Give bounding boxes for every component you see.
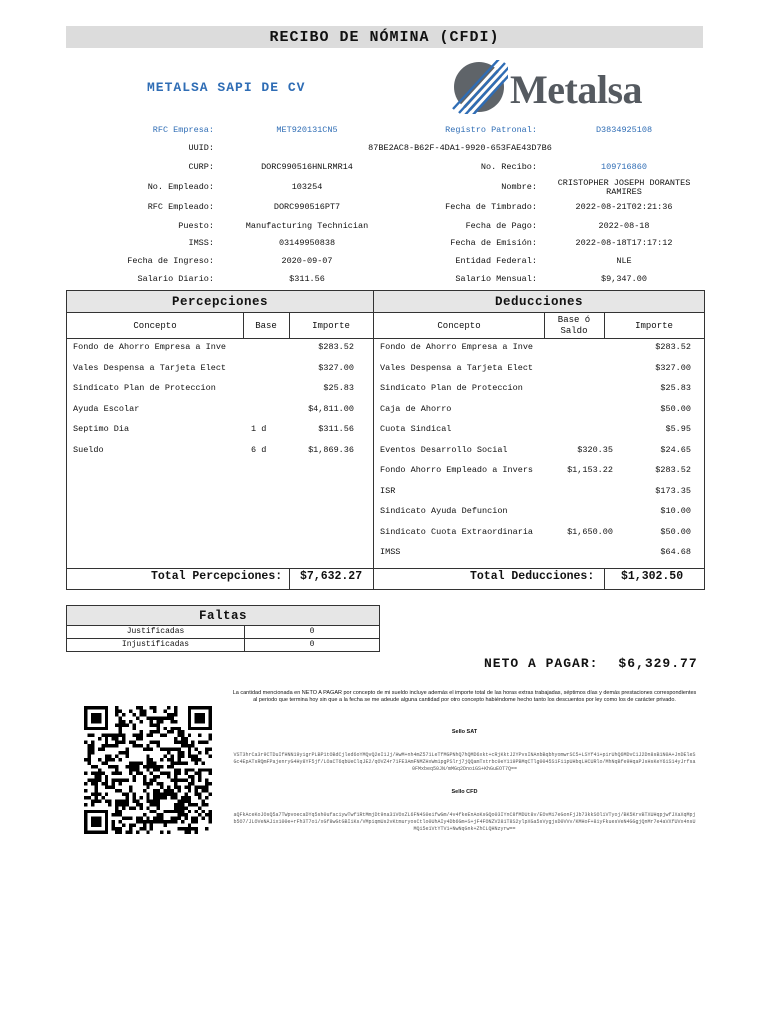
metalsa-logo	[452, 60, 652, 114]
ded-col-concepto: Concepto	[374, 313, 544, 339]
deduccion-concepto: Vales Despensa a Tarjeta Elect	[380, 362, 534, 373]
sello-cfd-label: Sello CFD	[451, 789, 478, 795]
deduccion-base: $1,153.22	[567, 465, 613, 475]
deduccion-importe: $5.95	[665, 424, 691, 434]
faltas-value: 0	[309, 627, 315, 636]
info-label: No. Empleado:	[147, 182, 214, 192]
deduccion-importe: $50.00	[660, 526, 691, 537]
info-value: 2022-08-18T17:17:12	[575, 238, 673, 248]
percepcion-concepto: Sueldo	[73, 444, 104, 455]
info-value: DORC990516HNLRMR14	[261, 162, 353, 172]
info-label: Registro Patronal:	[445, 125, 537, 135]
faltas-label: Justificadas	[67, 626, 245, 638]
deduccion-importe: $173.35	[655, 485, 691, 496]
info-value: 2022-08-18	[598, 221, 650, 231]
info-value: CRISTOPHER JOSEPH DORANTES	[557, 178, 691, 188]
info-label: RFC Empleado:	[147, 202, 214, 212]
neto-value: $6,329.77	[618, 656, 698, 671]
percepcion-importe: $311.56	[318, 424, 354, 434]
percepcion-base: 1 d	[251, 424, 267, 434]
total-deducciones-label: Total Deducciones:	[470, 570, 595, 583]
info-value: 109716860	[601, 162, 647, 172]
info-label: UUID:	[188, 143, 214, 153]
info-label: IMSS:	[188, 238, 214, 248]
deduccion-base: $1,650.00	[567, 526, 613, 537]
info-value: MET920131CN5	[276, 125, 338, 135]
percepcion-concepto: Fondo de Ahorro Empresa a Inve	[73, 342, 227, 352]
info-value: D3834925108	[595, 125, 653, 135]
deduccion-importe: $283.52	[655, 342, 691, 352]
ded-col-base	[544, 313, 604, 339]
deduccion-concepto: Sindicato Cuota Extraordinaria	[380, 526, 534, 537]
info-value: RAMIRES	[606, 187, 642, 197]
faltas-row	[67, 639, 379, 651]
faltas-row	[67, 626, 379, 639]
deduccion-concepto: Cuota Sindical	[380, 424, 452, 434]
deduccion-importe: $64.68	[660, 547, 691, 557]
deducciones-heading: Deducciones	[374, 291, 704, 313]
info-label: CURP:	[188, 162, 214, 172]
qr-code-icon	[84, 706, 212, 834]
sello-cfd: aQFkAceKoJOsQ5a7TWpvoecaDYq5sh0ufaciywTwf1RtMmjDt9na31VOxZL6FN4S0eifwGm/4v4fkeEnAoKsGQo03IYnC8fMDUt8v/EOvMi7eGonFjJb73kkSOliVTyoj/BK5KrvBTXUHqpjwfJXaXqMpjb5O7/JLOVeNAJix100e+rFh3T7o1/xGf8wGtGBIiKs/VMpiqmUs2vKtmuryosCtlo0UhAIy4Db6Gm+S+jF4FONZV281T8S2ylpXGa5sVygjsD0VVv/KMHoF+8iyFkuesVeN4GGgjQnMr7e4aVXfUVx4nsUMQi5e1VtYTV1+NwNqGnk+ZhCLQHNzyrw==	[233, 812, 696, 832]
info-value: 103254	[291, 182, 323, 192]
info-label: Puesto:	[178, 221, 214, 231]
payroll-table	[66, 290, 705, 590]
deduccion-base: $320.35	[577, 444, 613, 455]
percepcion-concepto: Vales Despensa a Tarjeta Elect	[73, 362, 227, 373]
deduccion-importe: $25.83	[660, 383, 691, 393]
faltas-label: Injustificadas	[67, 639, 245, 651]
faltas-value: 0	[309, 640, 315, 649]
percepciones-heading: Percepciones	[67, 291, 373, 313]
total-percepciones-label: Total Percepciones:	[151, 570, 283, 583]
info-value: DORC990516PT7	[273, 202, 341, 212]
percepcion-concepto: Ayuda Escolar	[73, 403, 140, 414]
info-label: Salario Mensual:	[455, 274, 537, 284]
legal-text: La cantidad mencionada en NETO A PAGAR por concepto de mi sueldo incluye además el importe total de las horas extras trabajadas, séptimos días y demás prestaciones correspondientes al periodo que termina hoy sin que a la fecha se me adeude alguna cantidad por otro concepto habiéndome hecho tanto los descuentos por ley como los de carácter privado.	[232, 690, 697, 703]
deduccion-concepto: ISR	[380, 485, 396, 496]
total-deducciones-value: $1,302.50	[621, 570, 684, 583]
sello-sat-label: Sello SAT	[451, 729, 478, 735]
percepcion-importe: $283.52	[318, 342, 354, 352]
info-label: RFC Empresa:	[152, 125, 214, 135]
info-value: 2022-08-21T02:21:36	[575, 202, 673, 212]
info-label: Salario Diario:	[137, 274, 214, 284]
perc-col-concepto: Concepto	[67, 313, 243, 339]
info-value: NLE	[616, 256, 632, 266]
percepcion-importe: $327.00	[318, 362, 354, 373]
info-label: Fecha de Pago:	[465, 221, 537, 231]
deduccion-concepto: IMSS	[380, 547, 401, 557]
info-value: $311.56	[289, 274, 325, 284]
perc-col-base: Base	[243, 313, 289, 339]
percepcion-importe: $25.83	[323, 383, 354, 393]
ded-col-base-line1: Base ó	[557, 314, 591, 325]
neto-label: NETO A PAGAR:	[484, 656, 599, 671]
deduccion-importe: $10.00	[660, 506, 691, 516]
deduccion-concepto: Caja de Ahorro	[380, 403, 452, 414]
percepcion-importe: $4,811.00	[308, 403, 354, 414]
deduccion-concepto: Sindicato Ayuda Defuncion	[380, 506, 508, 516]
info-value: $9,347.00	[601, 274, 647, 284]
sello-sat: VST3hrCa3r9CTDuIfHNN19yigrPLBP1tOBdCjled6oYMQvQ2eI1Jj/HwM+nh4mZ571LeTfMGPNhQ7hQMD6xkt+cRjKktJ2YPvsINAnbBqbhyomwrSC5+LSYf41+pirUhQ6MDvC1J2Dn8sB1N0A+JnDEleSGc4EpATsRQmFPajenryG4Hy8YF5jf/LOaCT6qbUeClqJE2/qOVZ4r71FE3AmFNMZHxWm1pgPSlrj7jQQamTxtrbc0eY119PBMqCTlg0045S1Fi1pUHbqLHCURlo/MhNqBfe9HqaPJsHsKeY6iS14yJrfsa0FMxbeq50JN/mMGq2DnoiGS+KhGuEOT7Q==	[233, 752, 696, 772]
receipt-title: RECIBO DE NÓMINA (CFDI)	[66, 26, 703, 48]
percepcion-concepto: Septimo Dia	[73, 424, 130, 434]
percepcion-importe: $1,869.36	[308, 444, 354, 455]
info-label: Entidad Federal:	[455, 256, 537, 266]
percepcion-base: 6 d	[251, 444, 267, 455]
uuid-value: 87BE2AC8-B62F-4DA1-9920-653FAE43D7B6	[368, 143, 552, 153]
faltas-table	[66, 605, 380, 652]
deduccion-concepto: Fondo Ahorro Empleado a Invers	[380, 465, 534, 475]
neto-a-pagar	[484, 656, 698, 671]
perc-col-importe: Importe	[289, 313, 373, 339]
info-value: 2020-09-07	[281, 256, 333, 266]
percepcion-concepto: Sindicato Plan de Proteccion	[73, 383, 216, 393]
total-percepciones-value: $7,632.27	[300, 570, 363, 583]
deduccion-importe: $50.00	[660, 403, 691, 414]
info-label: Fecha de Emisión:	[450, 238, 537, 248]
ded-col-importe: Importe	[604, 313, 704, 339]
info-label: Fecha de Timbrado:	[445, 202, 537, 212]
deduccion-concepto: Eventos Desarrollo Social	[380, 444, 508, 455]
info-label: Fecha de Ingreso:	[127, 256, 214, 266]
metalsa-logo-icon	[452, 60, 508, 114]
deduccion-importe: $283.52	[655, 465, 691, 475]
info-label: No. Recibo:	[480, 162, 537, 172]
deduccion-importe: $24.65	[660, 444, 691, 455]
deduccion-concepto: Sindicato Plan de Proteccion	[380, 383, 523, 393]
logo-wordmark: Metalsa	[510, 67, 643, 112]
info-value: Manufacturing Technician	[245, 221, 369, 231]
deduccion-concepto: Fondo de Ahorro Empresa a Inve	[380, 342, 534, 352]
info-label: Nombre:	[501, 182, 537, 192]
faltas-heading: Faltas	[67, 606, 379, 626]
company-name: METALSA SAPI DE CV	[147, 80, 306, 95]
ded-col-base-line2: Saldo	[560, 325, 588, 336]
info-value: 03149950838	[278, 238, 336, 248]
deduccion-importe: $327.00	[655, 362, 691, 373]
